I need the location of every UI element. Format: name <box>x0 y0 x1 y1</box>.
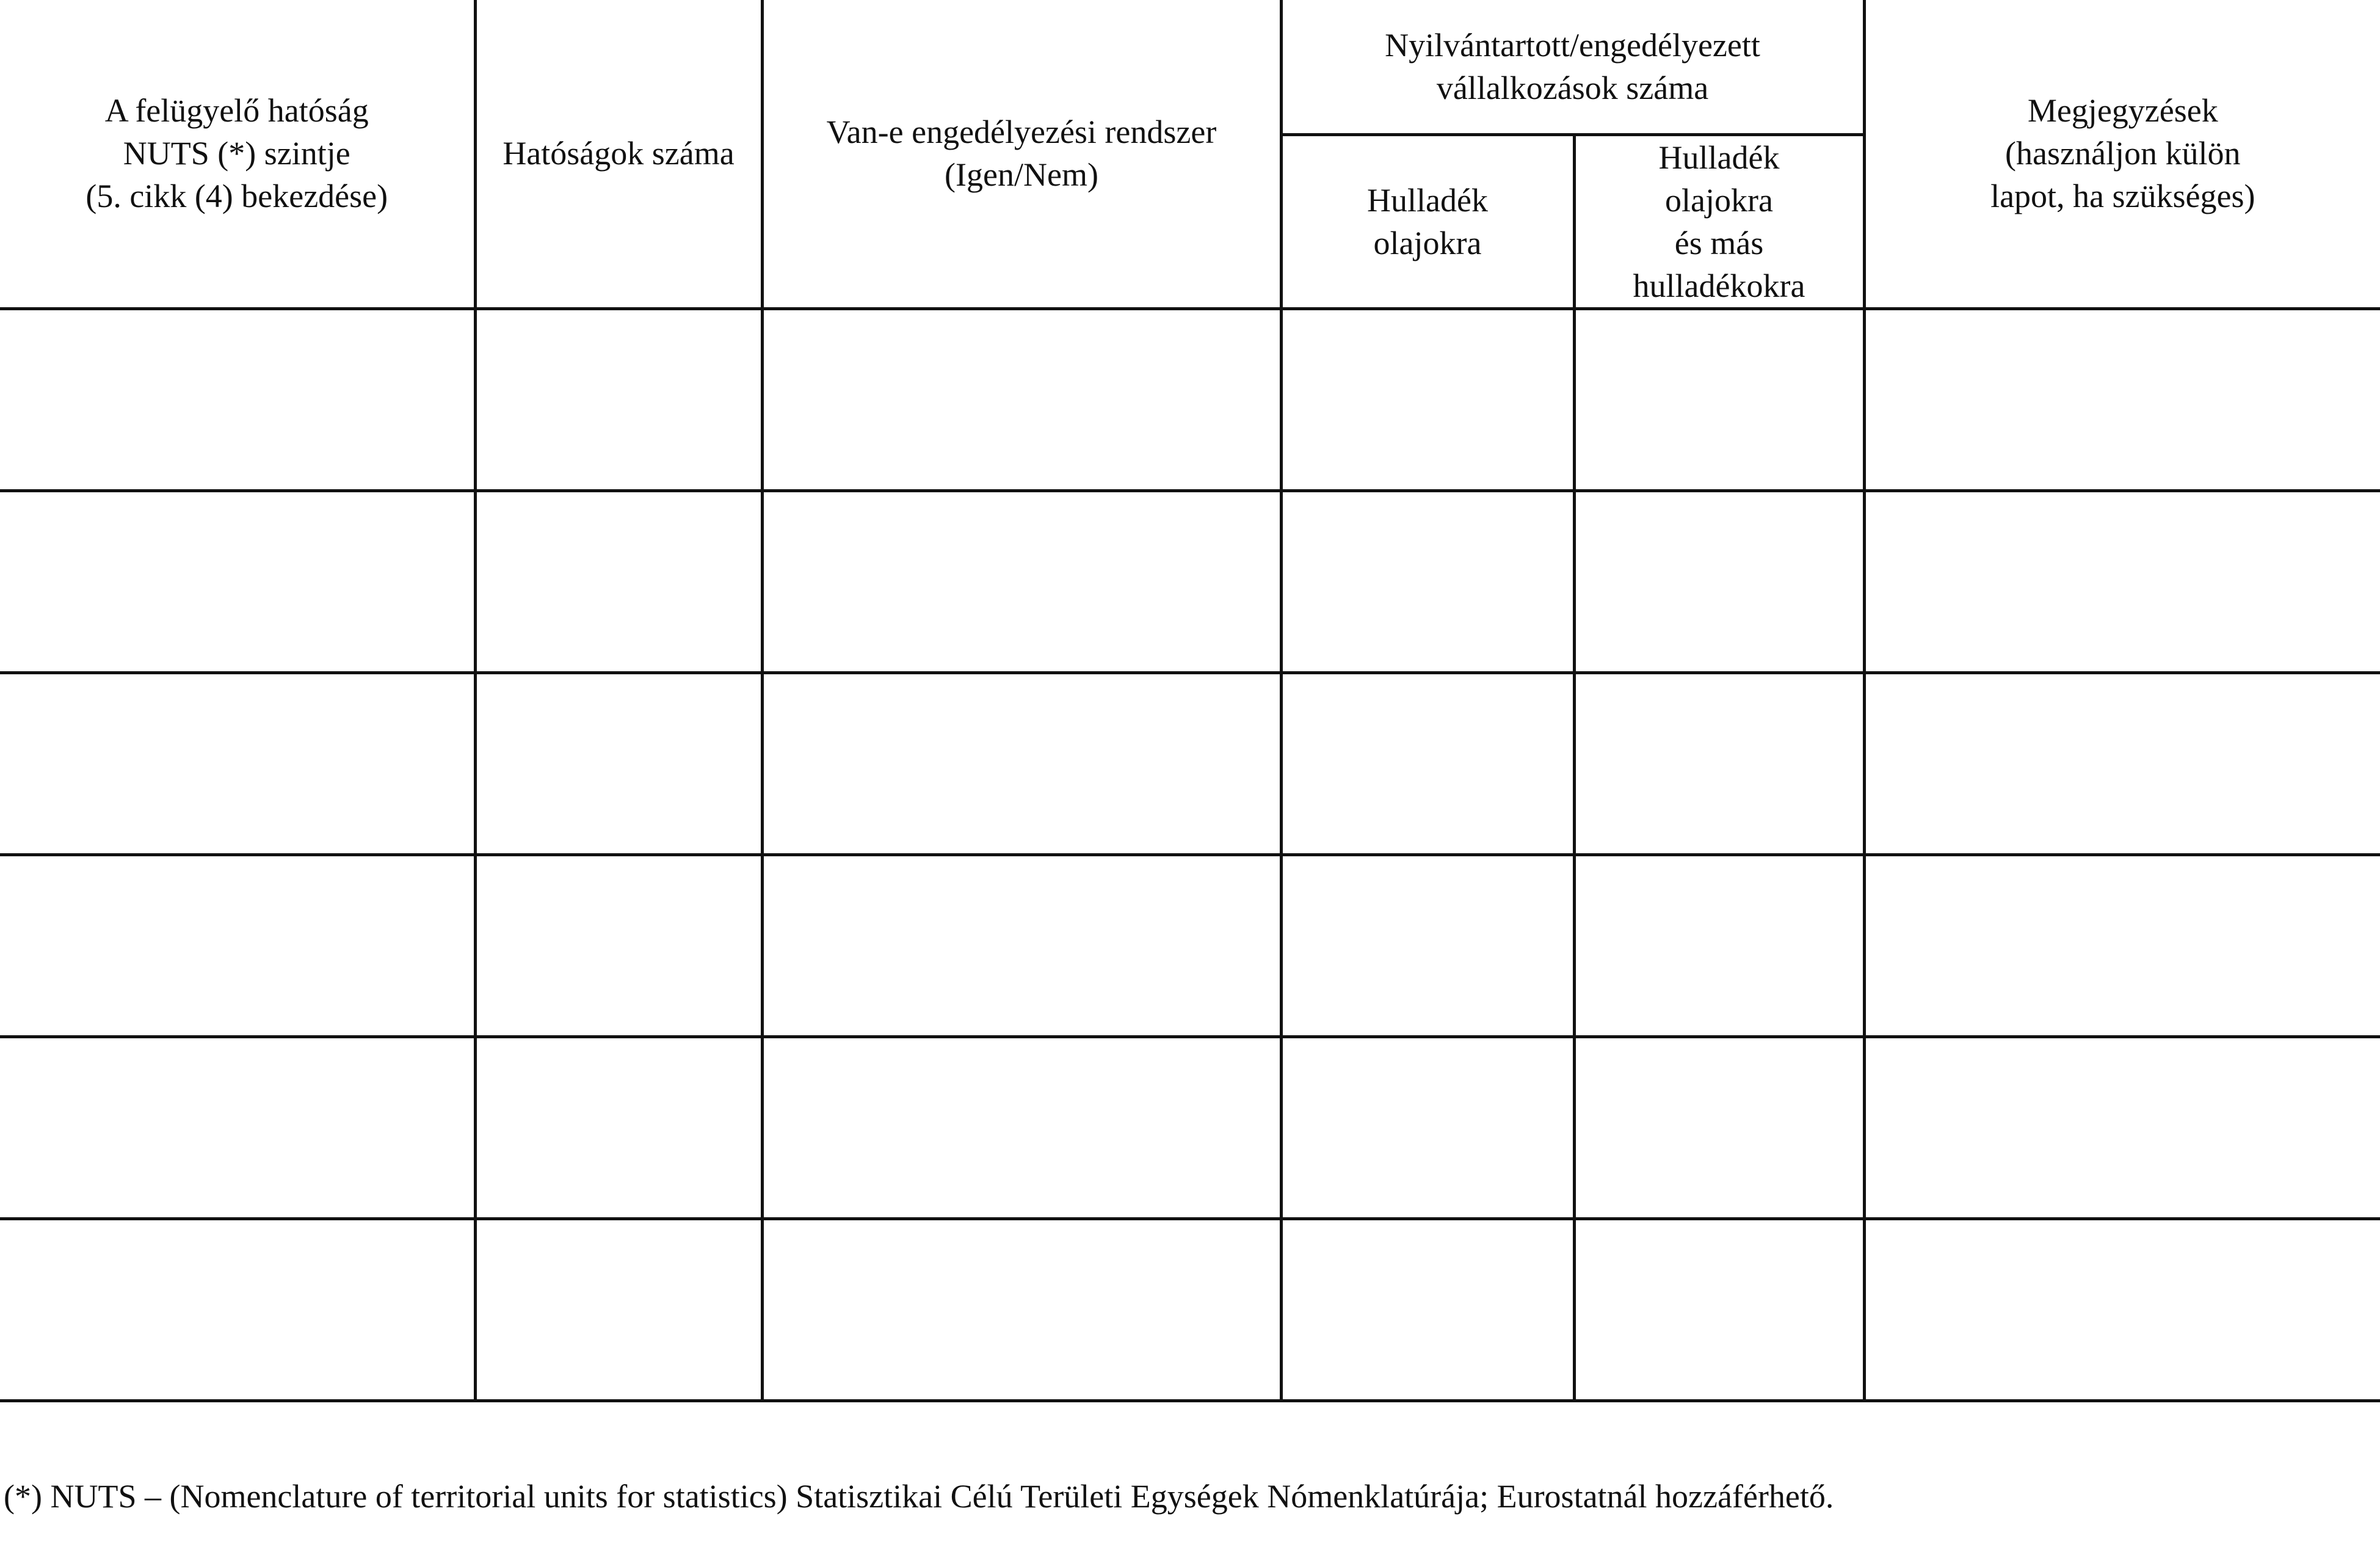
header-nuts-level <box>0 0 475 308</box>
table-cell[interactable] <box>1574 1036 1864 1218</box>
table-cell[interactable] <box>475 1036 762 1218</box>
table-cell[interactable] <box>1574 490 1864 672</box>
header-nuts-level-line-3: (5. cikk (4) bekezdése) <box>85 178 388 215</box>
table-cell[interactable] <box>762 1218 1281 1400</box>
table-cell[interactable] <box>0 1036 475 1218</box>
table-row <box>0 490 2380 672</box>
header-remarks-line-1: Megjegyzések <box>2027 92 2218 129</box>
header-registered-companies-line-1: Nyilvántartott/engedélyezett <box>1385 26 1760 64</box>
table-cell[interactable] <box>1864 1218 2380 1400</box>
table-row <box>0 1218 2380 1400</box>
table-cell[interactable] <box>475 490 762 672</box>
table-row <box>0 1036 2380 1218</box>
table-cell[interactable] <box>1574 308 1864 490</box>
header-remarks-line-3: lapot, ha szükséges) <box>1990 178 2255 215</box>
table-cell[interactable] <box>1281 854 1574 1036</box>
header-waste-oils-line-2: olajokra <box>1373 224 1482 261</box>
table-cell[interactable] <box>762 308 1281 490</box>
table-cell[interactable] <box>0 490 475 672</box>
table-cell[interactable] <box>762 672 1281 854</box>
table-cell[interactable] <box>1281 672 1574 854</box>
table-cell[interactable] <box>475 854 762 1036</box>
table-cell[interactable] <box>475 308 762 490</box>
header-permit-system-line-2: (Igen/Nem) <box>945 156 1098 194</box>
table-cell[interactable] <box>0 854 475 1036</box>
table-cell[interactable] <box>1864 854 2380 1036</box>
header-registered-companies <box>1281 0 1864 134</box>
header-nuts-level-line-2: NUTS (*) szintje <box>123 135 350 172</box>
header-nuts-level-line-1: A felügyelő hatóság <box>104 92 369 129</box>
header-registered-companies-line-2: vállalkozások száma <box>1436 69 1709 106</box>
table-row <box>0 672 2380 854</box>
header-remarks <box>1864 0 2380 308</box>
table-cell[interactable] <box>1574 854 1864 1036</box>
table-cell[interactable] <box>1864 1036 2380 1218</box>
table-cell[interactable] <box>1281 308 1574 490</box>
table-cell[interactable] <box>0 308 475 490</box>
table-row <box>0 854 2380 1036</box>
header-authority-count-label: Hatóságok száma <box>502 135 735 172</box>
header-waste-oils-and-other-line-4: hulladékokra <box>1633 267 1805 304</box>
table-cell[interactable] <box>1574 672 1864 854</box>
table-row <box>0 308 2380 490</box>
header-waste-oils-line-1: Hulladék <box>1367 181 1488 219</box>
table-cell[interactable] <box>1281 490 1574 672</box>
header-authority-count <box>475 0 762 308</box>
header-waste-oils-and-other-line-3: és más <box>1674 224 1764 261</box>
table-cell[interactable] <box>1864 490 2380 672</box>
table-cell[interactable] <box>1281 1036 1574 1218</box>
footnote-nuts: (*) NUTS – (Nomenclature of territorial units for statistics) Statisztikai Célú Területi Egységek Nómenklatúrája; Eurostatnál hozzáférhető. <box>4 1478 1834 1515</box>
table-cell[interactable] <box>762 490 1281 672</box>
header-waste-oils <box>1281 134 1574 308</box>
table-cell[interactable] <box>1864 308 2380 490</box>
header-waste-oils-and-other <box>1574 134 1864 308</box>
table-cell[interactable] <box>762 854 1281 1036</box>
header-permit-system <box>762 0 1281 308</box>
table-cell[interactable] <box>1574 1218 1864 1400</box>
header-waste-oils-and-other-line-2: olajokra <box>1665 181 1773 219</box>
header-remarks-line-2: (használjon külön <box>2005 135 2241 172</box>
header-permit-system-line-1: Van-e engedélyezési rendszer <box>826 114 1217 151</box>
table-cell[interactable] <box>475 672 762 854</box>
table-cell[interactable] <box>0 1218 475 1400</box>
table-cell[interactable] <box>0 672 475 854</box>
table-cell[interactable] <box>1864 672 2380 854</box>
table-cell[interactable] <box>1281 1218 1574 1400</box>
header-waste-oils-and-other-line-1: Hulladék <box>1658 139 1780 176</box>
table-cell[interactable] <box>762 1036 1281 1218</box>
table-cell[interactable] <box>475 1218 762 1400</box>
